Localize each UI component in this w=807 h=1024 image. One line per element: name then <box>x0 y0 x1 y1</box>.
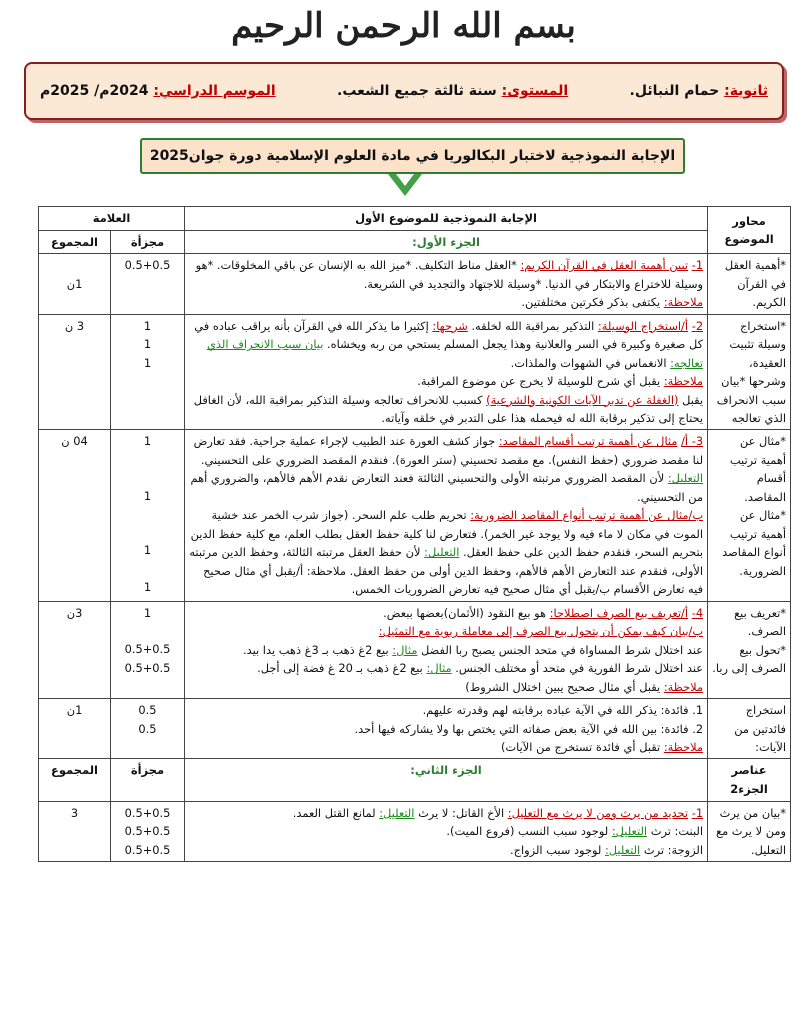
axis-cell <box>708 430 791 601</box>
axis-text-b: *مثال عن أهمية ترتيب أنواع المقاصد الضرورية. <box>722 508 786 578</box>
ta3lil-label: التعليل: <box>611 824 648 839</box>
part2-header-row <box>39 759 791 801</box>
line3-text: لوجود سبب الزواج. <box>510 842 602 857</box>
ta3lil2-label: التعليل: <box>424 545 460 560</box>
sharh-label: شرحها: <box>432 318 468 333</box>
list-number: 1. <box>692 703 704 718</box>
line1-prefix: الأخ القاتل: لا يرث <box>418 805 505 820</box>
part2-part-header: مجزأة <box>111 759 185 801</box>
level-info <box>337 83 568 99</box>
note-text: يقبل أي شرح للوسيلة لا يخرج عن موضوع المراقبة. <box>417 374 661 389</box>
total-mark-cell: 04 ن <box>39 430 111 601</box>
season-value: 2024م/ 2025م <box>40 83 149 99</box>
note2-text: كسبب للانحراف تعالجه وسيلة التذكير بمراقبة الله، لأن الغافل يحتاج إلى تذكير برقابة الله له فيحمله هذا على التدبر في خلقه وآياته. <box>193 392 704 425</box>
axis-cell <box>708 601 791 698</box>
part-mark: 0.5+0.5 <box>124 642 171 657</box>
ta3lil-label: التعليل: <box>604 842 641 857</box>
part-mark: 0.5+0.5 <box>124 258 171 273</box>
question-number: 4- <box>691 605 704 620</box>
school-value: حمام النبائل. <box>629 83 720 99</box>
part-mark: 1 <box>143 605 152 620</box>
answer-cell <box>184 314 707 430</box>
col-answer-header <box>184 207 707 254</box>
axis-cell: *أهمية العقل في القرآن الكريم. <box>708 254 791 314</box>
answer-b-text: تحريم طلب علم السحر. (جواز شرب الخمر عند خشية الموت في مكان لا ماء فيه ولا يوجد غير الخمر). فتعارض لنا كلية حفظ العقل بطلب العلم، مع كلية حفظ الدين بتحريم السحر، فنقدم حفظ الدين على حفظ العقل. <box>190 508 704 560</box>
benefit-2: فائدة: بين الله في الآية بعض صفاته التي يختص بها ولا يشاركه فيها أحد. <box>354 721 689 736</box>
part2-title: الجزء الثاني: <box>184 759 707 801</box>
total-mark-cell: 3ن <box>39 601 111 698</box>
ta3lil2-text: لأن حفظ العقل مرتبته الثالثة، وحفظ الدين مرتبته الأولى، فنقدم عند التعارض الأهم فالأهم، وحفظ الدين أولى من حفظ العقل. ملاحظة: أ/يقبل أي مثال صحيح فيه تعارض الأقسام ب/يقبل أي مثال صحيح فيه تعارض الضروريات الخمس. <box>189 545 704 597</box>
line1-text: لمانع القتل العمد. <box>292 805 376 820</box>
season-label: الموسم الدراسي: <box>153 83 276 99</box>
note-label: ملاحظة: <box>663 374 704 389</box>
answer-cell <box>184 801 707 861</box>
question-text: أ/استخراج الوسيلة: <box>597 318 689 333</box>
part-mark: 1 <box>143 543 152 558</box>
table-row <box>39 601 791 698</box>
part2-axis-header: عناصر الجزء2 <box>708 759 791 801</box>
part-mark: 0.5+0.5 <box>124 660 171 675</box>
part2-total-header: المجموع <box>39 759 111 801</box>
note-label: ملاحظة: <box>663 679 704 694</box>
axis-cell: *استخراج وسيلة تثبيت العقيدة، وشرحها *بيان سبب الانحراف الذي تعالجه <box>708 314 791 430</box>
table-row <box>39 430 791 601</box>
line2-text: لوجود سبب النسب (فروع الميت). <box>446 824 609 839</box>
bayan-label: بيان سبب الانحراف الذي تعالجه: <box>206 337 704 370</box>
part-mark-cell <box>111 801 185 861</box>
part-mark: 0.5 <box>138 721 157 736</box>
ta3lil-text: لأن المقصد الضروري مرتبته الأولى والتحسيني الثالثة فعند التعارض نقدم الأهم فالأهم، والضروري أهم من التحسيني. <box>190 471 704 504</box>
question-number: 3- أ/ <box>681 434 704 449</box>
line3-prefix: الزوجة: ترث <box>643 842 704 857</box>
table-row <box>39 801 791 861</box>
part-mark-cell <box>111 699 185 759</box>
part-mark: 0.5+0.5 <box>124 824 171 839</box>
mithal-label: مثال: <box>426 661 452 676</box>
line2-prefix: عند اختلال شرط الفورية في متحد أو مختلف الجنس. <box>455 661 704 676</box>
exam-title: الإجابة النموذجية لاختبار البكالوريا في مادة العلوم الإسلامية دورة جوان2025 <box>140 138 685 174</box>
mithal-label: مثال: <box>392 642 418 657</box>
part-mark: 0.5+0.5 <box>124 805 171 820</box>
total-mark-cell: 1ن <box>39 699 111 759</box>
col-axis-header: محاور الموضوع <box>708 207 791 254</box>
question-a-text: مثال عن أهمية ترتيب أقسام المقاصد: <box>498 434 678 449</box>
line1-example: بيع 2غ ذهب بـ 3غ ذهب يدا بيد. <box>242 642 389 657</box>
part-mark: 1 <box>143 318 152 333</box>
note-label: ملاحظة: <box>663 295 704 310</box>
basmala: بسم الله الرحمن الرحيم <box>231 6 576 46</box>
col-part-header: مجزأة <box>111 230 185 254</box>
total-mark-cell: 3 ن <box>39 314 111 430</box>
col-answer-title: الإجابة النموذجية للموضوع الأول <box>185 207 707 231</box>
answer-cell <box>184 699 707 759</box>
school-info <box>630 83 768 99</box>
question-b-text: ب/مثال عن أهمية ترتيب أنواع المقاصد الضرورية: <box>470 508 704 523</box>
answer-a-text: هو بيع النقود (الأثمان)بعضها ببعض. <box>383 605 547 620</box>
answer-cell <box>184 601 707 698</box>
total-mark-cell: 3 <box>39 801 111 861</box>
answer-cell <box>184 430 707 601</box>
level-value: سنة ثالثة جميع الشعب. <box>337 83 497 99</box>
question-number: 2- <box>691 318 704 333</box>
sharh-text: إكثيرا ما يذكر الله في القرآن بأنه يراقب عباده في كل صغيرة وكبيرة في السر والعلانية وهذا يجعل المسلم يستحي من ربه ويخشاه. <box>194 318 704 352</box>
line1-prefix: عند اختلال شرط المساواة في متحد الجنس يصبح ربا الفضل <box>421 642 704 657</box>
season-info <box>40 83 276 99</box>
line2-prefix: البنت: ترث <box>650 824 704 839</box>
answer-a-text: جواز كشف العورة عند الطبيب لإجراء عملية جراحية. فقد تعارض لنا مقصد ضروري (حفظ النفس). مع مقصد تحسيني (ستر العورة). فنقدم المقصد الضروري على التحسيني. <box>193 434 704 467</box>
line2-example: بيع 2غ ذهب بـ 20 غ فضة إلى أجل. <box>257 661 423 676</box>
info-box <box>24 62 784 120</box>
part-mark-cell <box>111 314 185 430</box>
part-mark-cell <box>111 601 185 698</box>
part-mark-cell <box>111 254 185 314</box>
part-mark: 1 <box>143 434 152 449</box>
part-mark: 1 <box>143 579 152 594</box>
part-mark: 0.5+0.5 <box>124 842 171 857</box>
table-row <box>39 314 791 430</box>
table-row <box>39 254 791 314</box>
table-row <box>39 699 791 759</box>
school-label: ثانوية: <box>724 83 768 99</box>
axis-text-b: *تحول بيع الصرف إلى ربا. <box>712 642 786 676</box>
level-label: المستوى: <box>501 83 569 99</box>
answer-cell <box>184 254 707 314</box>
part-mark-cell <box>111 430 185 601</box>
part-mark: 1 <box>143 355 152 370</box>
question-b-text: ب/بيان كيف يمكن أن يتحول بيع الصرف إلى معاملة ربوية مع التمثيل: <box>378 624 704 639</box>
part-mark: 1 <box>143 488 152 503</box>
note-text: يقبل أي مثال صحيح يبين اختلال الشروط) <box>465 679 661 694</box>
axis-text-a: *مثال عن أهمية ترتيب أقسام المقاصد. <box>729 434 786 504</box>
col-mark-header: العلامة <box>39 207 185 231</box>
answer-text: *العقل مناط التكليف. *ميز الله به الإنسان عن باقي المخلوقات. *هو وسيلة للاختراع والابتكار في الدنيا. *وسيلة للاجتهاد والتجديد في الشريعة. <box>195 258 704 291</box>
down-arrow-inner-icon <box>396 174 414 186</box>
question-number: 1- <box>691 805 704 820</box>
question-text: تحديد من يرث ومن لا يرث مع التعليل: <box>507 805 689 820</box>
list-number: 2. <box>692 721 704 736</box>
ta3lil-label: التعليل: <box>379 805 415 820</box>
note-label: ملاحظة: <box>663 739 704 754</box>
note-text: يكتفى بذكر فكرتين مختلفتين. <box>521 295 661 310</box>
total-mark-cell: 1ن <box>39 254 111 314</box>
bayan-text: الانغماس في الشهوات والملذات. <box>510 355 667 370</box>
note-text: تقبل أي فائدة تستخرج من الآيات) <box>500 739 661 754</box>
part1-title: الجزء الأول: <box>412 234 480 249</box>
axis-cell: *بيان من يرث ومن لا يرث مع التعليل. <box>708 801 791 861</box>
part-mark: 0.5 <box>138 703 157 718</box>
question-a-text: أ/تعريف بيع الصرف اصطلاحا: <box>549 605 689 620</box>
answer-table <box>38 206 791 862</box>
axis-cell: استخراج فائدتين من الآيات: <box>708 699 791 759</box>
part-mark: 1 <box>143 337 152 352</box>
answer-text: التذكير بمراقبة الله لخلقه. <box>471 318 595 333</box>
note2-prefix: يقبل <box>682 392 704 407</box>
col-total-header: المجموع <box>39 230 111 254</box>
ta3lil-label: التعليل: <box>667 471 704 486</box>
question-number: 1- <box>691 258 704 273</box>
benefit-1: فائدة: يذكر الله في الآية عباده برقابته لهم وقدرته عليهم. <box>422 703 689 718</box>
note2-highlight: (الغفلة عن تدبر الآيات الكونية والشرعية) <box>486 392 679 407</box>
question-text: تبين أهمية العقل في القرآن الكريم: <box>520 258 689 273</box>
header-row <box>39 207 791 231</box>
axis-text-a: *تعريف بيع الصرف. <box>734 605 786 639</box>
